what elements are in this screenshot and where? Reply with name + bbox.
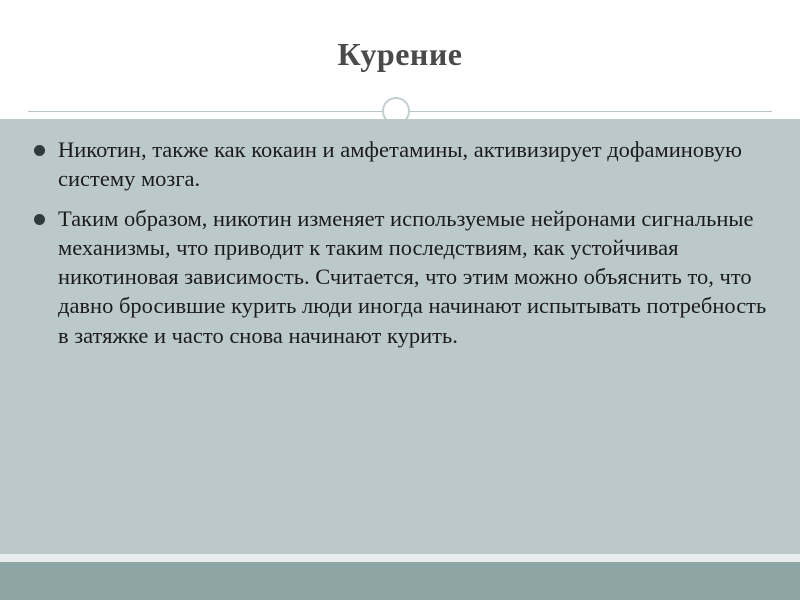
page-title: Курение <box>337 36 463 72</box>
bullet-list <box>26 135 778 350</box>
footer-band <box>0 562 800 600</box>
footer-band-light <box>0 554 800 562</box>
content-block <box>26 135 778 360</box>
list-item: Таким образом, никотин изменяет используемые нейронами сигнальные механизмы, что приводит к таким последствиям, как устойчивая никотиновая зависимость. Считается, что этим можно объяснить то, что давно бросившие курить люди иногда начинают испытывать потребность в затяжке и часто снова начинают курить. <box>26 204 778 350</box>
list-item: Никотин, также как кокаин и амфетамины, активизирует дофаминовую систему мозга. <box>26 135 778 194</box>
